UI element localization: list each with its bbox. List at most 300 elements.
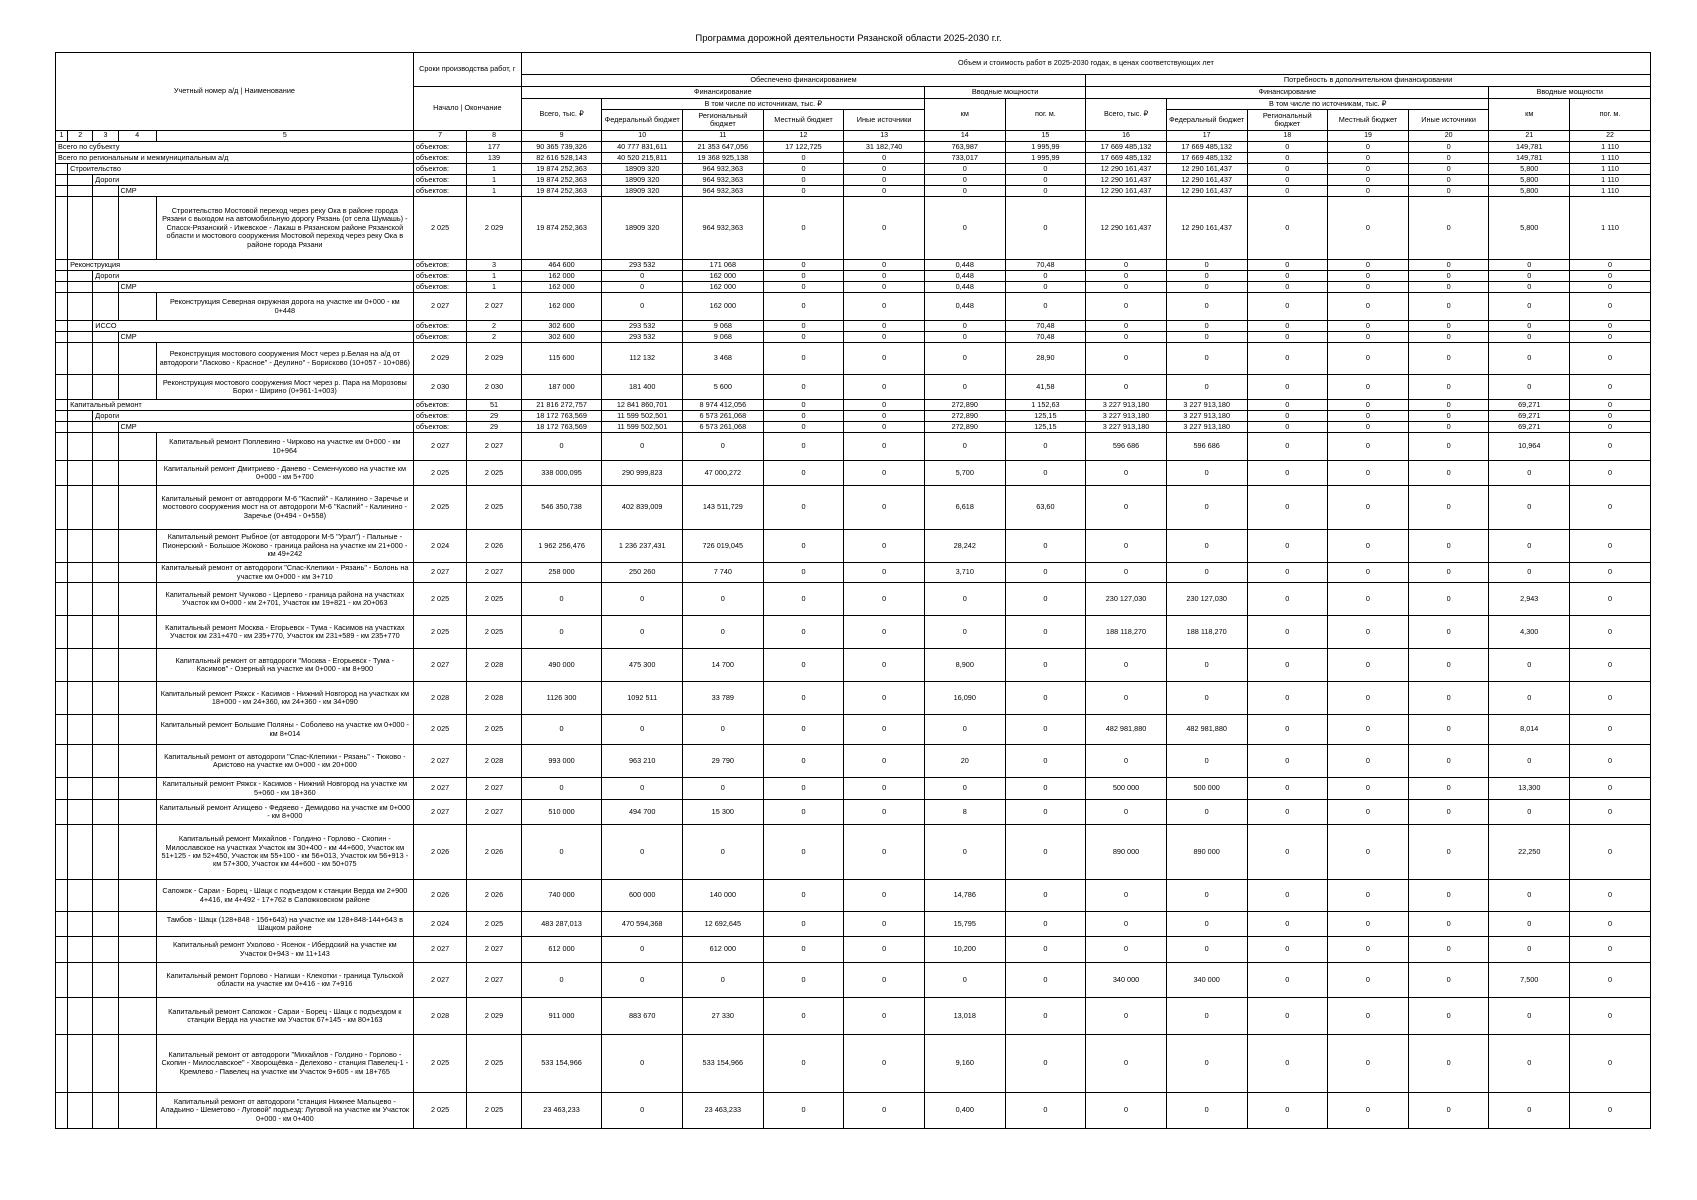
object-row — [56, 583, 1651, 616]
value-cell: 0 — [1328, 461, 1409, 486]
need-regional-header: Региональный бюджет — [1247, 110, 1328, 131]
indent-cell — [56, 175, 68, 186]
value-cell: 0 — [1328, 260, 1409, 271]
value-cell: 0 — [763, 175, 844, 186]
value-cell: 0 — [1328, 800, 1409, 825]
indent-cell — [56, 486, 68, 530]
objects-count: 2 — [467, 321, 521, 332]
value-cell: 0 — [1489, 282, 1570, 293]
value-cell: 0 — [1570, 260, 1651, 271]
value-cell: 0 — [844, 400, 925, 411]
value-cell: 964 932,363 — [683, 175, 764, 186]
indent-cell — [93, 1035, 118, 1093]
value-cell: 0 — [1408, 963, 1489, 998]
indent-cell — [93, 616, 118, 649]
value-cell: 0 — [1328, 271, 1409, 282]
object-row — [56, 745, 1651, 778]
value-cell: 0 — [1408, 282, 1489, 293]
value-cell: 115 600 — [521, 343, 602, 375]
group-label: СМР — [118, 332, 413, 343]
column-number: 5 — [156, 131, 413, 142]
value-cell: 0 — [1086, 343, 1167, 375]
value-cell: 0 — [683, 583, 764, 616]
object-row — [56, 682, 1651, 715]
value-cell: 1092 511 — [602, 682, 683, 715]
summary-row — [56, 142, 1651, 153]
group-label: Строительство — [68, 164, 414, 175]
value-cell: 600 000 — [602, 880, 683, 912]
value-cell: 0 — [1166, 321, 1247, 332]
start-year: 2 026 — [413, 825, 466, 880]
value-cell: 16,090 — [924, 682, 1005, 715]
value-cell: 0 — [521, 583, 602, 616]
summary-row — [56, 282, 1651, 293]
indent-cell — [118, 912, 156, 937]
value-cell: 0 — [1408, 400, 1489, 411]
start-year: 2 025 — [413, 1035, 466, 1093]
value-cell: 0 — [683, 778, 764, 800]
end-year: 2 027 — [467, 963, 521, 998]
value-cell: 272,890 — [924, 422, 1005, 433]
object-name: Капитальный ремонт Сапожок - Сараи - Борец - Шацк с подъездом к станции Верда на участке км Участок 67+145 - км 80+163 — [156, 998, 413, 1035]
value-cell: 0 — [1408, 616, 1489, 649]
value-cell: 490 000 — [521, 649, 602, 682]
value-cell: 0 — [521, 715, 602, 745]
value-cell: 12 290 161,437 — [1166, 175, 1247, 186]
need-federal-header: Федеральный бюджет — [1166, 110, 1247, 131]
start-year: 2 026 — [413, 880, 466, 912]
indent-cell — [118, 649, 156, 682]
start-year: 2 025 — [413, 715, 466, 745]
indent-cell — [93, 375, 118, 400]
value-cell: 0 — [1005, 271, 1086, 282]
group-label: Дороги — [93, 411, 414, 422]
indent-cell — [93, 530, 118, 563]
value-cell: 19 368 925,138 — [683, 153, 764, 164]
start-year: 2 024 — [413, 530, 466, 563]
value-cell: 0 — [1086, 880, 1167, 912]
indent-cell — [56, 912, 68, 937]
object-row — [56, 616, 1651, 649]
value-cell: 0 — [1408, 880, 1489, 912]
value-cell: 0 — [1570, 998, 1651, 1035]
value-cell: 0 — [602, 1093, 683, 1129]
value-cell: 162 000 — [521, 271, 602, 282]
value-cell: 17 669 485,132 — [1086, 142, 1167, 153]
value-cell: 3 227 913,180 — [1086, 422, 1167, 433]
column-number: 4 — [118, 131, 156, 142]
value-cell: 63,60 — [1005, 486, 1086, 530]
objects-count: 1 — [467, 282, 521, 293]
value-cell: 0 — [602, 715, 683, 745]
value-cell: 3 227 913,180 — [1166, 400, 1247, 411]
value-cell: 0 — [1247, 616, 1328, 649]
start-year: 2 027 — [413, 963, 466, 998]
value-cell: 0 — [602, 293, 683, 321]
end-year: 2 029 — [467, 197, 521, 260]
value-cell: 0 — [683, 616, 764, 649]
value-cell: 0 — [1166, 998, 1247, 1035]
value-cell: 0 — [924, 164, 1005, 175]
value-cell: 0 — [1489, 937, 1570, 963]
object-row — [56, 293, 1651, 321]
indent-cell — [56, 963, 68, 998]
value-cell: 0 — [844, 164, 925, 175]
need-pm-header: пог. м. — [1570, 99, 1651, 131]
value-cell: 0 — [1408, 825, 1489, 880]
value-cell: 21 816 272,757 — [521, 400, 602, 411]
value-cell: 0 — [1570, 461, 1651, 486]
value-cell: 596 686 — [1086, 433, 1167, 461]
indent-cell — [118, 1093, 156, 1129]
value-cell: 0 — [683, 963, 764, 998]
value-cell: 293 532 — [602, 332, 683, 343]
value-cell: 0 — [844, 682, 925, 715]
value-cell: 8,014 — [1489, 715, 1570, 745]
value-cell: 0 — [1328, 153, 1409, 164]
value-cell: 0 — [1489, 649, 1570, 682]
column-number: 22 — [1570, 131, 1651, 142]
indent-cell — [68, 375, 93, 400]
value-cell: 0 — [1247, 282, 1328, 293]
objects-label: объектов: — [413, 411, 466, 422]
value-cell: 0 — [1247, 563, 1328, 583]
indent-cell — [56, 260, 68, 271]
value-cell: 187 000 — [521, 375, 602, 400]
value-cell: 0 — [1005, 825, 1086, 880]
value-cell: 0 — [1570, 486, 1651, 530]
value-cell: 0 — [1086, 260, 1167, 271]
volume-header: Объем и стоимость работ в 2025-2030 годах, в ценах соответствующих лет — [521, 53, 1650, 75]
indent-cell — [68, 422, 93, 433]
value-cell: 0 — [1247, 260, 1328, 271]
indent-cell — [56, 745, 68, 778]
indent-cell — [93, 715, 118, 745]
value-cell: 0 — [1570, 343, 1651, 375]
value-cell: 0 — [602, 616, 683, 649]
value-cell: 0 — [1166, 260, 1247, 271]
value-cell: 0 — [1408, 197, 1489, 260]
value-cell: 0 — [1086, 271, 1167, 282]
end-year: 2 025 — [467, 486, 521, 530]
value-cell: 18 172 763,569 — [521, 422, 602, 433]
value-cell: 0 — [1570, 583, 1651, 616]
indent-cell — [56, 649, 68, 682]
value-cell: 0 — [763, 1093, 844, 1129]
indent-cell — [68, 175, 93, 186]
value-cell: 0 — [763, 271, 844, 282]
value-cell: 0 — [844, 1093, 925, 1129]
need-local-header: Местный бюджет — [1328, 110, 1409, 131]
summary-row — [56, 186, 1651, 197]
value-cell: 0 — [1408, 433, 1489, 461]
object-name: Строительство Мостовой переход через реку Ока в районе города Рязани с выходом на автомобильную дорогу Рязань (от села Шумашь) - Спасск-Рязанский - Ижевское - Лакаш в Рязанском районе Рязанской области и мостового сооружения Мостовой переход через реку Ока в районе города Рязани — [156, 197, 413, 260]
value-cell: 112 132 — [602, 343, 683, 375]
object-name: Капитальный ремонт Ряжск - Касимов - Нижний Новгород на участках км 18+000 - км 24+360, км 24+360 - км 34+090 — [156, 682, 413, 715]
provided-total-header: Всего, тыс. ₽ — [521, 99, 602, 131]
value-cell: 0 — [844, 375, 925, 400]
value-cell: 0 — [1005, 778, 1086, 800]
value-cell: 0 — [1408, 530, 1489, 563]
road-program-table — [55, 52, 1651, 1129]
indent-cell — [93, 745, 118, 778]
value-cell: 6 573 261,068 — [683, 411, 764, 422]
object-name: Капитальный ремонт от автодороги "Михайлов - Голдино - Горлово - Скопин - Милославское" - Хворощёвка - Делехово - станция Павелец-1 - Кремлево - Павелец на участке км Участок 9+605 - км 18+765 — [156, 1035, 413, 1093]
indent-cell — [56, 778, 68, 800]
end-year: 2 027 — [467, 293, 521, 321]
value-cell: 0 — [924, 332, 1005, 343]
object-name: Капитальный ремонт от автодороги "Спас-Клепики - Рязань" - Болонь на участке км 0+000 - км 3+710 — [156, 563, 413, 583]
objects-count: 1 — [467, 175, 521, 186]
value-cell: 0 — [1086, 682, 1167, 715]
value-cell: 0 — [763, 375, 844, 400]
value-cell: 0 — [1247, 271, 1328, 282]
indent-cell — [56, 332, 68, 343]
value-cell: 250 260 — [602, 563, 683, 583]
value-cell: 0 — [1247, 433, 1328, 461]
value-cell: 1 236 237,431 — [602, 530, 683, 563]
value-cell: 890 000 — [1166, 825, 1247, 880]
value-cell: 0 — [1247, 800, 1328, 825]
start-year: 2 027 — [413, 649, 466, 682]
value-cell: 0 — [763, 164, 844, 175]
need-km-header: км — [1489, 99, 1570, 131]
value-cell: 40 777 831,611 — [602, 142, 683, 153]
column-number: 8 — [467, 131, 521, 142]
value-cell: 0 — [1247, 682, 1328, 715]
value-cell: 0 — [924, 175, 1005, 186]
indent-cell — [68, 616, 93, 649]
indent-cell — [93, 197, 118, 260]
column-number: 10 — [602, 131, 683, 142]
value-cell: 0 — [1086, 912, 1167, 937]
value-cell: 0 — [844, 745, 925, 778]
end-year: 2 026 — [467, 825, 521, 880]
end-year: 2 029 — [467, 343, 521, 375]
value-cell: 0 — [1166, 530, 1247, 563]
value-cell: 500 000 — [1086, 778, 1167, 800]
value-cell: 0 — [1328, 825, 1409, 880]
value-cell: 464 600 — [521, 260, 602, 271]
indent-cell — [93, 282, 118, 293]
value-cell: 0 — [1005, 461, 1086, 486]
value-cell: 5,800 — [1489, 197, 1570, 260]
end-year: 2 025 — [467, 616, 521, 649]
indent-cell — [56, 461, 68, 486]
value-cell: 12 290 161,437 — [1086, 175, 1167, 186]
value-cell: 0 — [763, 422, 844, 433]
value-cell: 69,271 — [1489, 422, 1570, 433]
value-cell: 5,800 — [1489, 164, 1570, 175]
summary-row — [56, 271, 1651, 282]
end-year: 2 025 — [467, 715, 521, 745]
indent-cell — [68, 411, 93, 422]
indent-cell — [68, 271, 93, 282]
object-name: Капитальный ремонт Москва - Егорьевск - Тума - Касимов на участках Участок км 231+470 - км 235+770, Участок км 231+589 - км 235+770 — [156, 616, 413, 649]
value-cell: 0 — [1166, 293, 1247, 321]
indent-cell — [118, 486, 156, 530]
indent-cell — [93, 912, 118, 937]
value-cell: 0 — [521, 778, 602, 800]
end-year: 2 025 — [467, 583, 521, 616]
value-cell: 0 — [1328, 649, 1409, 682]
value-cell: 0 — [1328, 164, 1409, 175]
object-name: Капитальный ремонт Поплевино - Чирково на участке км 0+000 - км 10+964 — [156, 433, 413, 461]
value-cell: 0 — [1166, 282, 1247, 293]
indent-cell — [56, 293, 68, 321]
indent-cell — [68, 293, 93, 321]
column-number: 13 — [844, 131, 925, 142]
indent-cell — [93, 825, 118, 880]
value-cell: 14,786 — [924, 880, 1005, 912]
indent-cell — [56, 411, 68, 422]
account-header: Учетный номер а/д | Наименование — [56, 53, 414, 131]
value-cell: 0 — [1408, 260, 1489, 271]
value-cell: 0 — [1489, 998, 1570, 1035]
column-number-row — [56, 131, 1651, 142]
objects-count: 1 — [467, 271, 521, 282]
value-cell: 0 — [763, 461, 844, 486]
value-cell: 0 — [1247, 583, 1328, 616]
value-cell: 188 118,270 — [1086, 616, 1167, 649]
value-cell: 10,964 — [1489, 433, 1570, 461]
value-cell: 0 — [763, 153, 844, 164]
value-cell: 0 — [924, 197, 1005, 260]
value-cell: 0 — [1408, 682, 1489, 715]
value-cell: 0 — [1408, 175, 1489, 186]
value-cell: 0 — [1328, 563, 1409, 583]
value-cell: 0 — [1570, 778, 1651, 800]
value-cell: 0 — [1570, 530, 1651, 563]
start-year: 2 025 — [413, 583, 466, 616]
object-row — [56, 825, 1651, 880]
value-cell: 0 — [924, 715, 1005, 745]
value-cell: 0 — [683, 825, 764, 880]
object-row — [56, 998, 1651, 1035]
value-cell: 0 — [844, 153, 925, 164]
start-year: 2 030 — [413, 375, 466, 400]
value-cell: 0 — [1570, 937, 1651, 963]
value-cell: 125,15 — [1005, 422, 1086, 433]
value-cell: 19 874 252,363 — [521, 175, 602, 186]
column-number: 15 — [1005, 131, 1086, 142]
value-cell: 0 — [1005, 1035, 1086, 1093]
value-cell: 17 669 485,132 — [1086, 153, 1167, 164]
summary-row — [56, 400, 1651, 411]
object-row — [56, 715, 1651, 745]
value-cell: 0 — [1247, 186, 1328, 197]
value-cell: 0 — [1570, 375, 1651, 400]
value-cell: 0 — [1166, 912, 1247, 937]
value-cell: 0 — [1489, 293, 1570, 321]
value-cell: 0 — [1166, 343, 1247, 375]
provided-by-source-header: В том числе по источникам, тыс. ₽ — [602, 99, 925, 110]
value-cell: 0 — [1005, 293, 1086, 321]
value-cell: 0 — [1328, 583, 1409, 616]
object-row — [56, 963, 1651, 998]
indent-cell — [68, 197, 93, 260]
value-cell: 0 — [763, 937, 844, 963]
value-cell: 0 — [1086, 800, 1167, 825]
value-cell: 70,48 — [1005, 332, 1086, 343]
value-cell: 0 — [844, 260, 925, 271]
value-cell: 0 — [844, 937, 925, 963]
indent-cell — [68, 486, 93, 530]
value-cell: 0 — [1086, 937, 1167, 963]
value-cell: 0 — [1328, 963, 1409, 998]
value-cell: 0 — [1328, 1035, 1409, 1093]
value-cell: 0 — [1570, 745, 1651, 778]
value-cell: 0 — [1247, 461, 1328, 486]
value-cell: 230 127,030 — [1166, 583, 1247, 616]
value-cell: 0 — [844, 800, 925, 825]
value-cell: 1126 300 — [521, 682, 602, 715]
value-cell: 15 300 — [683, 800, 764, 825]
value-cell: 0 — [1005, 937, 1086, 963]
value-cell: 0 — [1086, 563, 1167, 583]
value-cell: 0 — [1408, 142, 1489, 153]
value-cell: 0 — [1005, 715, 1086, 745]
objects-label: объектов: — [413, 175, 466, 186]
value-cell: 0 — [763, 186, 844, 197]
value-cell: 0 — [763, 778, 844, 800]
summary-row — [56, 411, 1651, 422]
value-cell: 0 — [1005, 998, 1086, 1035]
object-name: Капитальный ремонт Дмитриево - Данево - Семенчуково на участке км 0+000 - км 5+700 — [156, 461, 413, 486]
value-cell: 0 — [1328, 321, 1409, 332]
value-cell: 0 — [521, 963, 602, 998]
value-cell: 8,900 — [924, 649, 1005, 682]
value-cell: 0 — [1408, 583, 1489, 616]
value-cell: 0 — [924, 321, 1005, 332]
indent-cell — [56, 1035, 68, 1093]
value-cell: 0 — [1005, 963, 1086, 998]
group-label: Капитальный ремонт — [68, 400, 414, 411]
value-cell: 0 — [924, 963, 1005, 998]
objects-count: 177 — [467, 142, 521, 153]
value-cell: 0 — [1570, 1035, 1651, 1093]
indent-cell — [93, 332, 118, 343]
objects-count: 1 — [467, 164, 521, 175]
value-cell: 0 — [1570, 271, 1651, 282]
group-label: СМР — [118, 186, 413, 197]
value-cell: 0 — [602, 778, 683, 800]
value-cell: 0 — [1328, 912, 1409, 937]
objects-count: 51 — [467, 400, 521, 411]
value-cell: 0 — [1247, 825, 1328, 880]
end-year: 2 026 — [467, 880, 521, 912]
column-number: 18 — [1247, 131, 1328, 142]
value-cell: 0 — [1166, 800, 1247, 825]
value-cell: 0 — [1086, 321, 1167, 332]
start-year: 2 028 — [413, 998, 466, 1035]
provided-other-header: Иные источники — [844, 110, 925, 131]
value-cell: 7,500 — [1489, 963, 1570, 998]
value-cell: 494 700 — [602, 800, 683, 825]
value-cell: 0 — [844, 282, 925, 293]
value-cell: 0 — [521, 616, 602, 649]
value-cell: 0 — [844, 583, 925, 616]
value-cell: 0 — [602, 282, 683, 293]
indent-cell — [118, 616, 156, 649]
value-cell: 3 227 913,180 — [1166, 411, 1247, 422]
value-cell: 0 — [763, 197, 844, 260]
value-cell: 911 000 — [521, 998, 602, 1035]
value-cell: 0 — [1328, 422, 1409, 433]
value-cell: 0 — [844, 271, 925, 282]
start-year: 2 027 — [413, 293, 466, 321]
indent-cell — [56, 343, 68, 375]
